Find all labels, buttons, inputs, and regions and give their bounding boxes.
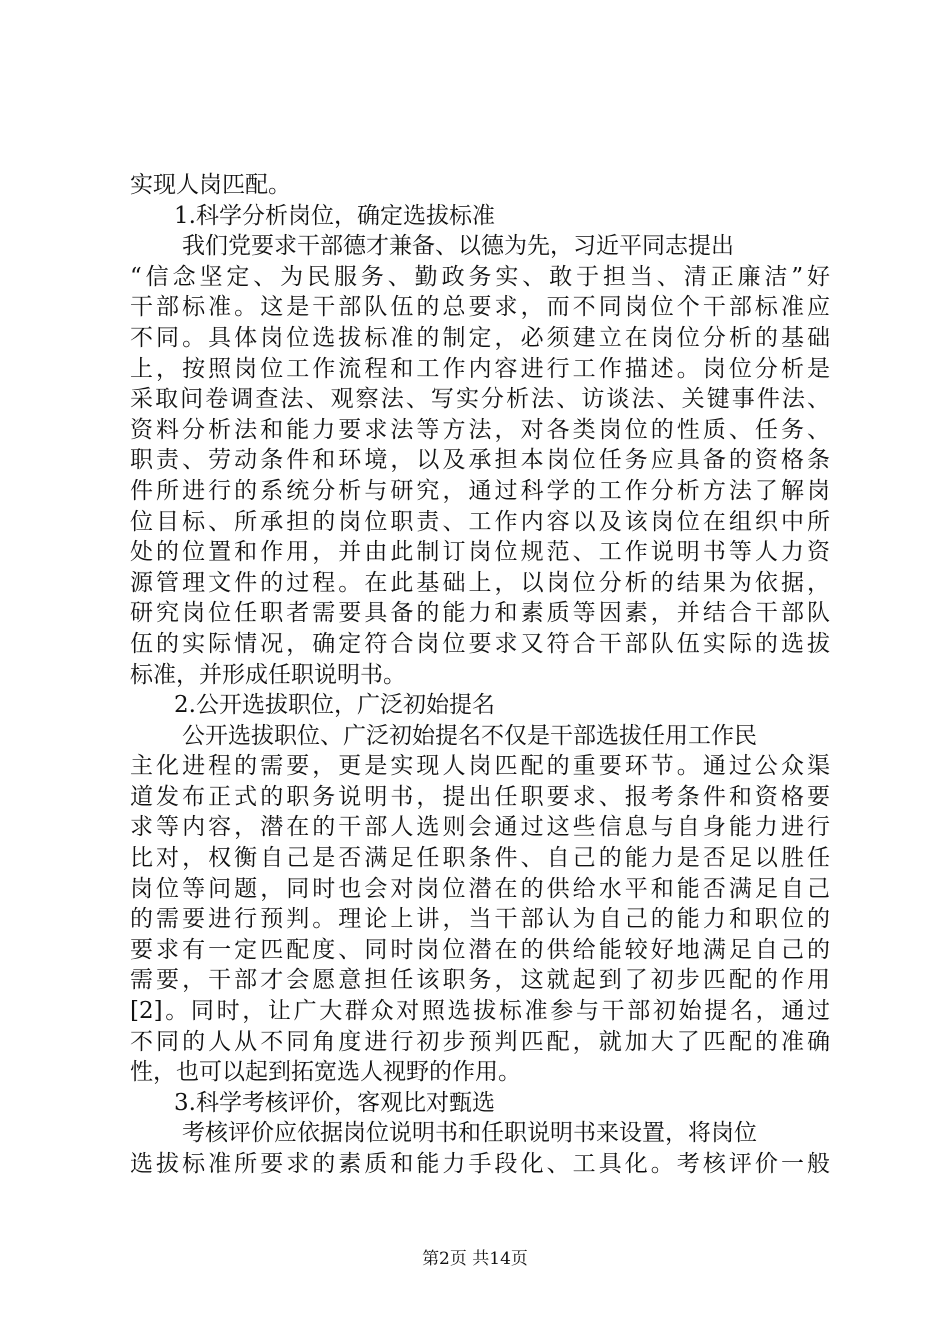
section-heading: 2.公开选拔职位，广泛初始提名 xyxy=(174,692,495,719)
paragraph-last-line: 实现人岗匹配。 xyxy=(130,172,291,198)
paragraph-line: 求等内容，潜在的干部人选则会通过这些信息与自身能力进行 xyxy=(130,814,830,841)
paragraph-line: 职责、劳动条件和环境，以及承担本岗位任务应具备的资格条 xyxy=(130,447,830,474)
paragraph-line: 资料分析法和能力要求法等方法，对各类岗位的性质、任务、 xyxy=(130,416,830,443)
paragraph-line: 选拔标准所要求的素质和能力手段化、工具化。考核评价一般 xyxy=(130,1151,830,1177)
paragraph-line: “信念坚定、为民服务、勤政务实、敢于担当、清正廉洁”好 xyxy=(130,263,830,290)
paragraph-line: 伍的实际情况，确定符合岗位要求又符合干部队伍实际的选拔 xyxy=(130,630,830,657)
page-footer: 第2页 共14页 xyxy=(422,1249,528,1269)
paragraph-last-line: 性，也可以起到拓宽选人视野的作用。 xyxy=(130,1059,521,1086)
paragraph-line: 干部标准。这是干部队伍的总要求，而不同岗位个干部标准应 xyxy=(130,294,830,321)
paragraph-first-line: 考核评价应依据岗位说明书和任职说明书来设置，将岗位 xyxy=(182,1120,757,1147)
paragraph-line: 需要，干部才会愿意担任该职务，这就起到了初步匹配的作用 xyxy=(130,967,830,994)
paragraph-line: 要求有一定匹配度、同时岗位潜在的供给能较好地满足自己的 xyxy=(130,936,830,963)
paragraph-line: 不同的人从不同角度进行初步预判匹配，就加大了匹配的准确 xyxy=(130,1028,830,1055)
paragraph-line: 源管理文件的过程。在此基础上，以岗位分析的结果为依据， xyxy=(130,569,830,596)
paragraph-first-line: 公开选拔职位、广泛初始提名不仅是干部选拔任用工作民 xyxy=(182,722,757,749)
paragraph-line: 上，按照岗位工作流程和工作内容进行工作描述。岗位分析是 xyxy=(130,355,830,382)
paragraph-line: 研究岗位任职者需要具备的能力和素质等因素，并结合干部队 xyxy=(130,600,830,627)
paragraph-first-line: 我们党要求干部德才兼备、以德为先，习近平同志提出 xyxy=(182,233,734,260)
paragraph-line: 采取问卷调查法、观察法、写实分析法、访谈法、关键事件法、 xyxy=(130,386,830,413)
paragraph-line: 不同。具体岗位选拔标准的制定，必须建立在岗位分析的基础 xyxy=(130,324,830,351)
paragraph-line: 道发布正式的职务说明书，提出任职要求、报考条件和资格要 xyxy=(130,783,830,810)
paragraph-line: 主化进程的需要，更是实现人岗匹配的重要环节。通过公众渠 xyxy=(130,753,830,780)
section-heading: 3.科学考核评价，客观比对甄选 xyxy=(174,1089,495,1116)
paragraph-line: 处的位置和作用，并由此制订岗位规范、工作说明书等人力资 xyxy=(130,539,830,566)
paragraph-line: 位目标、所承担的岗位职责、工作内容以及该岗位在组织中所 xyxy=(130,508,830,535)
paragraph-line: 比对，权衡自己是否满足任职条件、自己的能力是否足以胜任 xyxy=(130,845,830,872)
paragraph-line: 件所进行的系统分析与研究，通过科学的工作分析方法了解岗 xyxy=(130,477,830,504)
document-body xyxy=(130,170,830,1180)
paragraph-line: [2]。同时，让广大群众对照选拔标准参与干部初始提名，通过 xyxy=(130,998,830,1025)
section-heading: 1.科学分析岗位，确定选拔标准 xyxy=(174,202,495,229)
paragraph-line: 的需要进行预判。理论上讲，当干部认为自己的能力和职位的 xyxy=(130,906,830,933)
paragraph-last-line: 标准，并形成任职说明书。 xyxy=(130,661,406,688)
paragraph-line: 岗位等问题，同时也会对岗位潜在的供给水平和能否满足自己 xyxy=(130,875,830,902)
